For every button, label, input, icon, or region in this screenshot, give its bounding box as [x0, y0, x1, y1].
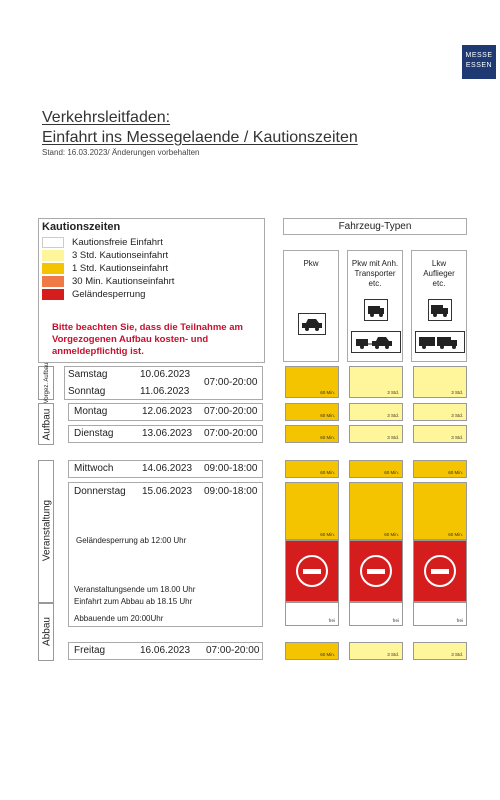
cell-label: 60 Min. — [320, 652, 335, 657]
notice-text: Bitte beachten Sie, dass die Teilnahme am Vorgezogenen Aufbau kosten- und anmeldepflichtig ist. — [52, 322, 243, 357]
cell-anh-dienstag — [349, 425, 403, 443]
cell-label: 3 Std. — [387, 413, 399, 418]
page-title — [42, 108, 358, 148]
date-label: 15.06.2023 — [142, 486, 193, 497]
day-label: Donnerstag — [74, 486, 126, 497]
date-label: 12.06.2023 — [142, 406, 193, 417]
car-trailer-icon — [351, 331, 401, 353]
cell-lkw-mittwoch — [413, 460, 467, 478]
cell-lkw-freitag — [413, 642, 467, 660]
date-label: 13.06.2023 — [142, 428, 193, 439]
label-line: Auflieger — [423, 269, 455, 278]
cell-label: 60 Min. — [384, 470, 399, 475]
cell-label: 60 Min. — [320, 435, 335, 440]
logo-line1: MESSE — [465, 52, 493, 59]
teardown-end-note: Abbauende um 20:00Uhr — [74, 614, 164, 623]
title-line2: Einfahrt ins Messegelaende / Kautionszeiten — [42, 129, 358, 146]
cell-label: frei — [328, 618, 335, 623]
cell-label: 60 Min. — [320, 470, 335, 475]
time-label: 07:00-20:00 — [204, 406, 258, 417]
cell-label: 3 Std. — [451, 435, 463, 440]
logo-line2: ESSEN — [465, 62, 493, 69]
time-label: 07:00-20:00 — [206, 645, 260, 656]
cell-pkw-donnerstag — [285, 482, 339, 540]
cell-lkw-montag — [413, 403, 467, 421]
date-label: 11.06.2023 — [140, 386, 190, 397]
cell-lkw-closure — [413, 540, 467, 602]
vehicle-col-pkw — [283, 250, 339, 362]
vehicle-label-pkw: Pkw — [303, 259, 319, 268]
cell-label: 3 Std. — [387, 652, 399, 657]
day-label: Sonntag — [68, 386, 106, 397]
van-icon — [364, 299, 388, 321]
section-label: Vorgez. Aufbau — [44, 362, 50, 404]
label-line: Transporter — [354, 269, 396, 278]
section-label: Aufbau — [41, 408, 53, 441]
messe-essen-logo — [462, 45, 496, 79]
legend-item — [42, 275, 174, 287]
cell-anh-freitag — [349, 642, 403, 660]
label-line: etc. — [368, 279, 382, 288]
vehicle-types-header: Fahrzeug-Typen — [283, 218, 467, 235]
swatch-1h — [42, 263, 64, 274]
cell-label: 60 Min. — [384, 532, 399, 537]
cell-anh-mittwoch — [349, 460, 403, 478]
day-label: Montag — [74, 406, 108, 417]
cell-anh-donnerstag — [349, 482, 403, 540]
cell-label: frei — [456, 618, 463, 623]
no-entry-icon — [424, 555, 456, 587]
section-label: Abbau — [41, 617, 53, 646]
section-abbau — [38, 603, 54, 661]
day-label: Samstag — [68, 369, 108, 380]
teardown-start-note: Einfahrt zum Abbau ab 18.15 Uhr — [74, 597, 193, 606]
cell-lkw-dienstag — [413, 425, 467, 443]
legend-item — [42, 249, 168, 261]
time-label: 07:00-20:00 — [204, 377, 258, 388]
cell-label: 3 Std. — [387, 435, 399, 440]
legend-label: Kautionsfreie Einfahrt — [72, 236, 163, 248]
label-line: Lkw — [431, 259, 447, 268]
day-label: Dienstag — [74, 428, 114, 439]
car-icon — [298, 313, 326, 335]
cell-label: 60 Min. — [320, 390, 335, 395]
cell-pkw-dienstag — [285, 425, 339, 443]
section-veranstaltung — [38, 460, 54, 603]
legend-label: 1 Std. Kautionseinfahrt — [72, 262, 169, 274]
section-label: Veranstaltung — [41, 499, 53, 562]
cell-label: 60 Min. — [320, 413, 335, 418]
vehicle-col-lkw — [411, 250, 467, 362]
swatch-closure — [42, 289, 64, 300]
vehicle-label-lkw — [412, 259, 466, 289]
cell-pkw-mittwoch — [285, 460, 339, 478]
date-label: 16.06.2023 — [140, 645, 191, 656]
truck-icon — [428, 299, 452, 321]
legend-label: 3 Std. Kautionseinfahrt — [72, 249, 169, 261]
closure-note: Geländesperrung ab 12:00 Uhr — [76, 536, 187, 545]
cell-lkw-weekend — [413, 366, 467, 398]
time-label: 09:00-18:00 — [204, 486, 258, 497]
label-line: Pkw mit Anh. — [351, 259, 399, 268]
cell-anh-weekend — [349, 366, 403, 398]
cell-label: 60 Min. — [448, 532, 463, 537]
cell-label: 3 Std. — [387, 390, 399, 395]
legend-item — [42, 262, 168, 274]
cell-pkw-montag — [285, 403, 339, 421]
swatch-3h — [42, 250, 64, 261]
no-entry-icon — [360, 555, 392, 587]
section-aufbau — [38, 403, 54, 445]
cell-label: 3 Std. — [451, 390, 463, 395]
section-vorgez-aufbau — [38, 362, 54, 404]
vehicle-col-pkw-anh — [347, 250, 403, 362]
date-label: 14.06.2023 — [142, 463, 193, 474]
cell-pkw-freitag — [285, 642, 339, 660]
cell-lkw-frei — [413, 602, 467, 626]
no-entry-icon — [296, 555, 328, 587]
stand-date: Stand: 16.03.2023/ Änderungen vorbehalten — [42, 148, 200, 157]
legend-title: Kautionszeiten — [42, 221, 121, 233]
cell-label: 60 Min. — [448, 470, 463, 475]
legend-item — [42, 288, 145, 300]
event-end-note: Veranstaltungsende um 18.00 Uhr — [74, 585, 196, 594]
swatch-30min — [42, 276, 64, 287]
vehicle-label-pkw-anh — [348, 259, 402, 289]
truck-trailer-icon — [415, 331, 465, 353]
legend-item — [42, 236, 163, 248]
day-label: Freitag — [74, 645, 106, 656]
cell-anh-montag — [349, 403, 403, 421]
cell-anh-closure — [349, 540, 403, 602]
swatch-free — [42, 237, 64, 248]
date-label: 10.06.2023 — [140, 369, 191, 380]
time-label: 09:00-18:00 — [204, 463, 258, 474]
cell-pkw-weekend — [285, 366, 339, 398]
cell-label: 3 Std. — [451, 413, 463, 418]
cell-label: frei — [392, 618, 399, 623]
cell-anh-frei — [349, 602, 403, 626]
cell-pkw-frei — [285, 602, 339, 626]
cell-lkw-donnerstag — [413, 482, 467, 540]
day-label: Mittwoch — [74, 463, 114, 474]
title-line1: Verkehrsleitfaden: — [42, 109, 171, 126]
cell-pkw-closure — [285, 540, 339, 602]
label-line: etc. — [432, 279, 446, 288]
cell-label: 3 Std. — [451, 652, 463, 657]
time-label: 07:00-20:00 — [204, 428, 258, 439]
cell-label: 60 Min. — [320, 532, 335, 537]
legend-label: 30 Min. Kautionseinfahrt — [72, 275, 175, 287]
legend-label: Geländesperrung — [72, 288, 146, 300]
